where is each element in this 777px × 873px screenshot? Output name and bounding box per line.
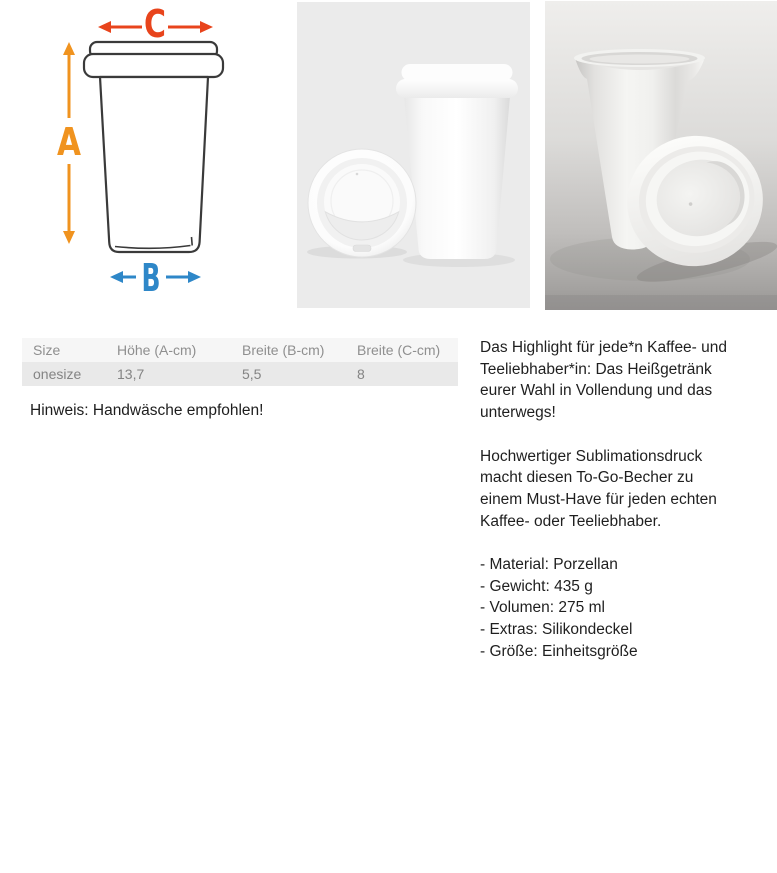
size-table-header-size: Size: [33, 342, 61, 358]
spec-groesse: - Größe: Einheitsgröße: [480, 642, 638, 660]
dimension-label-c: C: [144, 2, 166, 46]
product-photo-mug-and-lid-detail: [545, 1, 777, 310]
product-photo-1-svg: [297, 2, 530, 308]
size-table-header-breite-b: Breite (B-cm): [242, 342, 325, 358]
product-description: [480, 337, 777, 663]
spec-extras: - Extras: Silikondeckel: [480, 621, 633, 639]
description-paragraph-1: [480, 337, 777, 424]
dimension-label-b: B: [141, 256, 161, 300]
description-line: Kaffee- oder Teeliebhaber.: [480, 512, 662, 530]
size-diagram: [20, 0, 270, 310]
dimension-arrow-a: [57, 42, 81, 244]
care-note: Hinweis: Handwäsche empfohlen!: [30, 402, 264, 419]
description-line: macht diesen To-Go-Becher zu: [480, 469, 694, 487]
description-line: unterwegs!: [480, 404, 556, 422]
description-line: Teeliebhaber*in: Das Heißgetränk: [480, 360, 712, 378]
spec-volumen: - Volumen: 275 ml: [480, 599, 605, 617]
size-diagram-svg: [20, 0, 270, 310]
description-line: Hochwertiger Sublimationsdruck: [480, 447, 703, 465]
spec-material: - Material: Porzellan: [480, 556, 618, 573]
spec-gewicht: - Gewicht: 435 g: [480, 577, 593, 595]
diagram-cup-base-tick: [192, 237, 193, 246]
product-photo-mug-with-lid: [297, 2, 530, 308]
diagram-lid-base: [84, 54, 223, 77]
description-paragraph-2: [480, 446, 777, 533]
diagram-cup-outline: [84, 42, 223, 252]
size-table-cell-size: onesize: [33, 366, 82, 382]
diagram-cup-body: [100, 77, 208, 252]
size-table-cell-hoehe-a: 13,7: [117, 366, 145, 382]
size-table-cell-breite-b: 5,5: [242, 366, 262, 382]
dimension-arrow-b: [110, 256, 201, 300]
product-photo-2-svg: [545, 1, 777, 310]
description-line: Das Highlight für jede*n Kaffee- und: [480, 339, 728, 356]
photo2-table-edge: [545, 295, 777, 310]
description-line: einem Must-Have für jeden echten: [480, 490, 717, 508]
product-specs-list: [480, 554, 777, 663]
size-table: [22, 338, 458, 386]
size-table-header-hoehe-a: Höhe (A-cm): [117, 342, 197, 358]
dimension-label-a: A: [57, 120, 82, 164]
description-line: eurer Wahl in Vollendung und das: [480, 382, 713, 400]
size-table-header-breite-c: Breite (C-cm): [357, 342, 441, 358]
dimension-arrow-c: [98, 2, 213, 46]
size-table-cell-breite-c: 8: [357, 366, 365, 382]
size-table-header-row: [22, 338, 458, 362]
size-table-data-row: [22, 362, 458, 386]
